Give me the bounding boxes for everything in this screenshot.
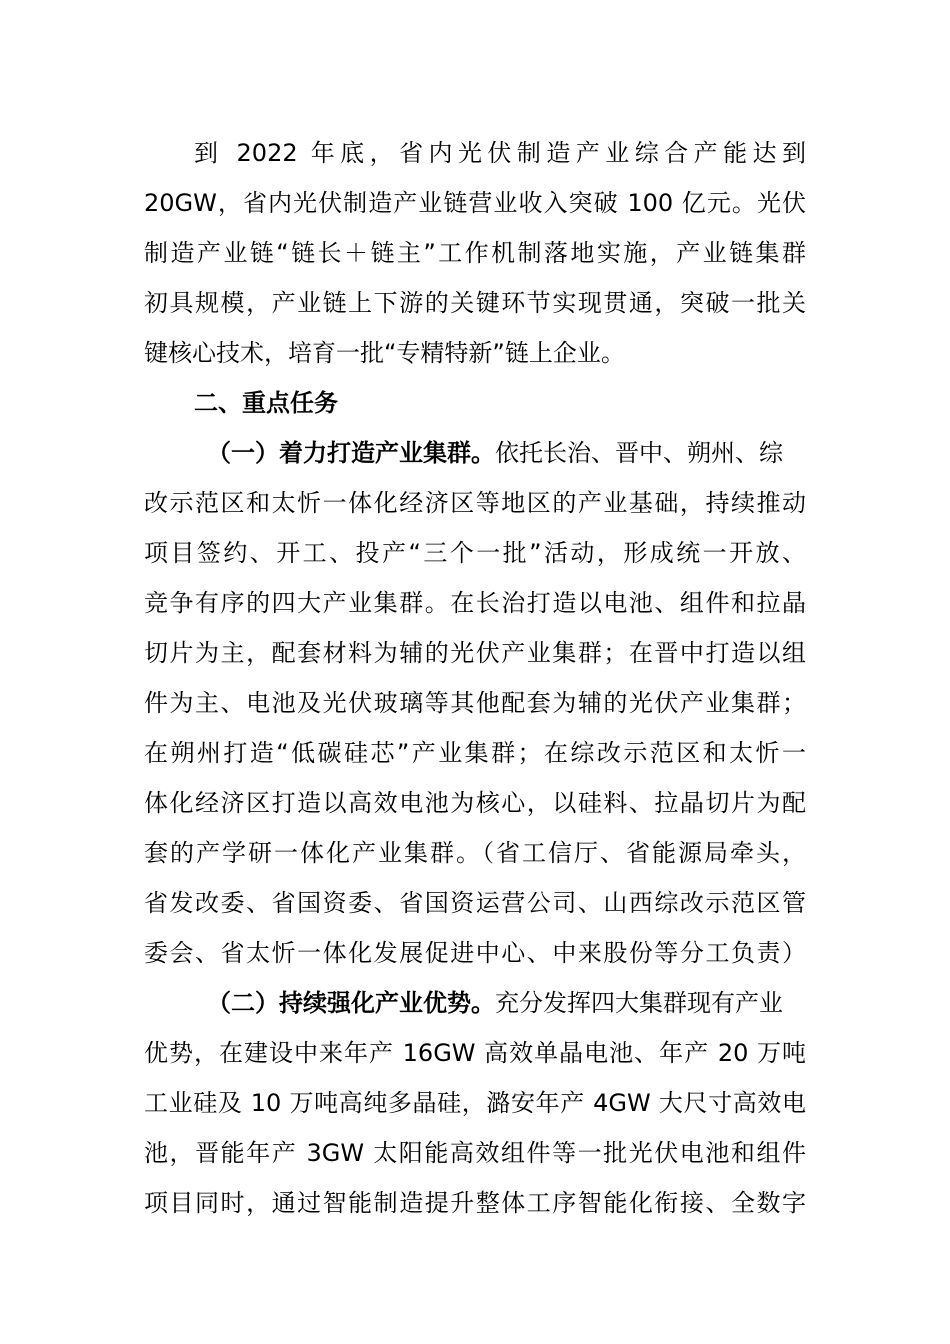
paragraph-line: 项目签约、开工、投产“三个一批”活动，形成统一开放、 xyxy=(144,539,806,567)
paragraph-text: 依托长治、晋中、朔州、综 xyxy=(495,439,783,467)
paragraph-line: 优势，在建设中来年产 16GW 高效单晶电池、年产 20 万吨 xyxy=(144,1039,806,1067)
paragraph-line: 池，晋能年产 3GW 太阳能高效组件等一批光伏电池和组件 xyxy=(144,1139,806,1167)
paragraph-line: 改示范区和太忻一体化经济区等地区的产业基础，持续推动 xyxy=(144,489,806,517)
paragraph-line: 套的产学研一体化产业集群。（省工信厅、省能源局牵头， xyxy=(144,839,806,867)
subsection-heading: （一）着力打造产业集群。 xyxy=(207,439,495,467)
paragraph-line: 竞争有序的四大产业集群。在长治打造以电池、组件和拉晶 xyxy=(144,589,806,617)
paragraph-line: 20GW，省内光伏制造产业链营业收入突破 100 亿元。光伏 xyxy=(144,189,806,217)
section-heading: 二、重点任务 xyxy=(194,389,338,417)
paragraph-line xyxy=(207,437,806,471)
paragraph-text: 充分发挥四大集群现有产业 xyxy=(495,989,783,1017)
paragraph-line: 工业硅及 10 万吨高纯多晶硅，潞安年产 4GW 大尺寸高效电 xyxy=(144,1089,806,1117)
subsection-heading: （二）持续强化产业优势。 xyxy=(207,989,495,1017)
paragraph-line: 项目同时，通过智能制造提升整体工序智能化衔接、全数字 xyxy=(144,1189,806,1217)
paragraph-line: 初具规模，产业链上下游的关键环节实现贯通，突破一批关 xyxy=(144,289,806,317)
paragraph-line: 省发改委、省国资委、省国资运营公司、山西综改示范区管 xyxy=(144,889,806,917)
paragraph-line: 在朔州打造“低碳硅芯”产业集群；在综改示范区和太忻一 xyxy=(144,739,806,767)
paragraph-line: 到 2022 年底，省内光伏制造产业综合产能达到 xyxy=(194,139,806,167)
paragraph-line: 切片为主，配套材料为辅的光伏产业集群；在晋中打造以组 xyxy=(144,639,806,667)
paragraph-line: 体化经济区打造以高效电池为核心，以硅料、拉晶切片为配 xyxy=(144,789,806,817)
paragraph-line: 键核心技术，培育一批“专精特新”链上企业。 xyxy=(144,339,625,367)
paragraph-line: 制造产业链“链长＋链主”工作机制落地实施，产业链集群 xyxy=(144,239,806,267)
paragraph-line xyxy=(207,987,806,1021)
paragraph-line: 件为主、电池及光伏玻璃等其他配套为辅的光伏产业集群； xyxy=(144,689,806,717)
paragraph-line: 委会、省太忻一体化发展促进中心、中来股份等分工负责） xyxy=(144,939,806,967)
